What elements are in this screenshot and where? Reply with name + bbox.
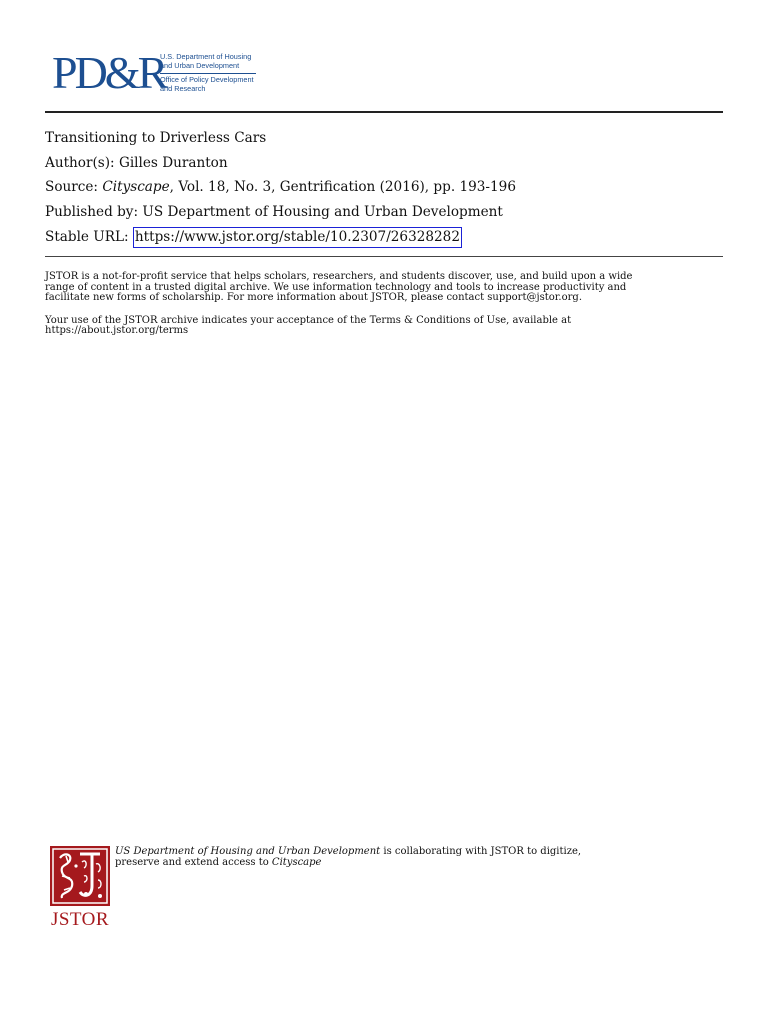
publisher-value: US Department of Housing and Urban Development — [142, 204, 503, 221]
jstor-emblem-icon — [50, 846, 110, 906]
stable-url-link[interactable]: https://www.jstor.org/stable/10.2307/26328282 — [133, 227, 462, 248]
collab-line-2 — [115, 858, 715, 869]
middle-divider — [45, 256, 723, 257]
notice-line: Your use of the JSTOR archive indicates your acceptance of the Terms & Conditions of Use, available at — [45, 314, 572, 326]
pdr-logo — [52, 47, 258, 98]
logo-line-4: and Research — [160, 84, 206, 94]
pdr-logo-mark: PD&R — [52, 47, 166, 98]
logo-line-3: Office of Policy Development — [160, 74, 254, 84]
top-divider — [45, 111, 723, 113]
article-title: Transitioning to Driverless Cars — [45, 130, 267, 146]
article-metadata — [45, 126, 725, 249]
collab-org: US Department of Housing and Urban Development — [115, 846, 381, 857]
notice-paragraph-2 — [45, 316, 725, 337]
notice-line: range of content in a trusted digital archive. We use information technology and tools to increase productivity and — [45, 281, 627, 293]
source-details: , Vol. 18, No. 3, Gentrification (2016), pp. 193-196 — [169, 179, 516, 196]
jstor-wordmark: JSTOR — [50, 909, 110, 930]
publisher-row — [45, 200, 725, 225]
jstor-notice — [45, 272, 725, 349]
notice-line: facilitate new forms of scholarship. For more information about JSTOR, please contact support@jstor.org. — [45, 292, 582, 304]
notice-line: JSTOR is a not-for-profit service that helps scholars, researchers, and students discover, use, and build upon a wide — [45, 271, 633, 282]
source-journal: Cityscape — [102, 179, 170, 196]
jstor-logo — [47, 846, 113, 932]
source-label: Source: — [45, 179, 98, 196]
notice-paragraph-1 — [45, 272, 725, 304]
collaboration-note — [115, 847, 715, 868]
authors-label: Author(s): — [45, 154, 115, 171]
collab-journal: Cityscape — [271, 856, 322, 868]
source-row — [45, 175, 725, 200]
collab-text-2: preserve and extend access to — [115, 856, 272, 868]
publisher-label: Published by: — [45, 204, 139, 221]
terms-link[interactable]: https://about.jstor.org/terms — [45, 325, 189, 337]
logo-line-1: U.S. Department of Housing — [160, 52, 252, 61]
logo-divider — [160, 73, 256, 74]
authors-row — [45, 151, 725, 176]
stable-url-label: Stable URL: — [45, 228, 129, 245]
stable-url-row — [45, 225, 725, 250]
collab-text-1: is collaborating with JSTOR to digitize, — [380, 846, 582, 857]
authors-value: Gilles Duranton — [118, 154, 228, 171]
logo-line-2: and Urban Development — [160, 61, 240, 71]
pdr-logo-text — [160, 52, 260, 94]
